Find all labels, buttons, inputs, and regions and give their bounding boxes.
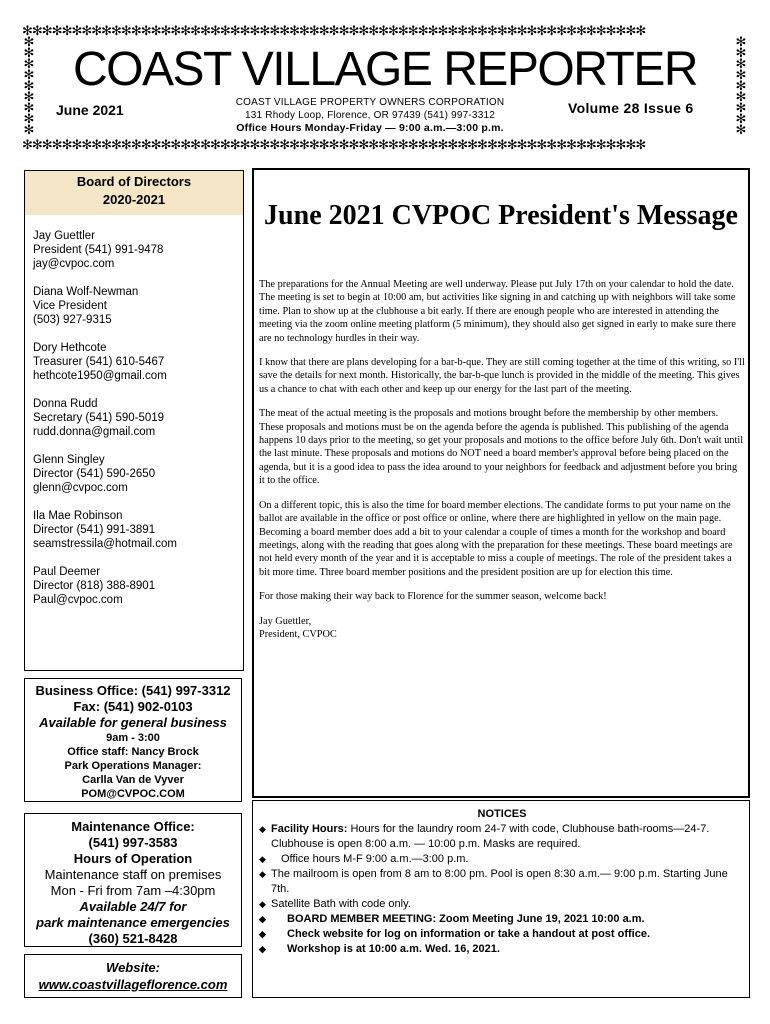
office-hours: Office Hours Monday-Friday — 9:00 a.m.—3:00 p.m. — [236, 122, 504, 134]
star-border-right: ✻✻✻✻✻✻✻✻✻ — [735, 36, 747, 137]
organization-name: COAST VILLAGE PROPERTY OWNERS CORPORATION — [235, 97, 505, 108]
business-hours: 9am - 3:00 — [106, 732, 160, 744]
email-link[interactable]: glenn@cvpoc.com — [33, 482, 128, 494]
maintenance-staff: Maintenance staff on premises — [44, 867, 222, 882]
message-paragraph: For those making their way back to Florence for the summer season, welcome back! — [259, 591, 607, 603]
notice-item: ◆ Office hours M-F 9:00 a.m.—3:00 p.m. — [259, 853, 469, 865]
diamond-bullet-icon: ◆ — [259, 929, 266, 939]
notice-item: ◆ Satellite Bath with code only. — [259, 898, 411, 910]
manager-email[interactable]: POM@CVPOC.COM — [81, 788, 185, 800]
email-link[interactable]: hethcote1950@gmail.com — [33, 370, 167, 382]
business-availability: Available for general business — [39, 715, 227, 730]
diamond-bullet-icon: ◆ — [259, 869, 266, 879]
message-paragraph: I know that there are plans developing for a bar-b-que. They are still coming together at the time of this writing, so I'll save the details for next month. Historically, the bar-b-que lunch is provided in the middle of the meeting. This gives us a chance to chat with each other and keep up our energy for the last part of the meeting. — [259, 357, 745, 395]
volume-issue: Volume 28 Issue 6 — [568, 100, 694, 116]
notices-title: NOTICES — [477, 808, 527, 820]
board-member: Diana Wolf-Newman Vice President (503) 927-9315 — [33, 286, 139, 326]
organization-address: 131 Rhody Loop, Florence, OR 97439 (541) 997-3312 — [245, 110, 495, 121]
message-paragraph: On a different topic, this is also the time for board member elections. The candidate forms to put your name on the ballot are available in the office or post office or online, where there are highlighted in yellow on the main page. Becoming a board member does add a bit to your calendar a couple of times a month for the workshop and board meetings, along with the reading that goes along with the preparation for these meetings. These board meetings are not held every month of the year and it is acceptable to miss a couple of meetings. The role of the president takes a bit more time. Three board member positions and the president position are up for election this time. — [259, 499, 733, 578]
website-link[interactable]: www.coastvillageflorence.com — [38, 977, 228, 992]
message-paragraph: The meat of the actual meeting is the proposals and motions brought before the membership by other members. These proposals and motions must be on the agenda before the agenda is published. This publishing of the agenda happens 10 days prior to the meeting, so get your proposals and motions to the office before July 6th. Don't wait until the last minute. These proposals and motions do NOT need a board member's approval before being placed on the agenda, but it is a good idea to pass the idea around to your neighbors for feedback and adjustment before you bring it to the office. — [259, 408, 744, 487]
organization-info — [205, 96, 535, 135]
notice-item: ◆ Check website for log on information or take a handout at post office. — [259, 928, 651, 940]
notice-item: ◆ BOARD MEMBER MEETING: Zoom Meeting June 19, 2021 10:00 a.m. — [259, 913, 645, 925]
diamond-bullet-icon: ◆ — [259, 914, 266, 924]
notice-item: ◆ Workshop is at 10:00 a.m. Wed. 16, 2021. — [259, 943, 500, 955]
diamond-bullet-icon: ◆ — [259, 944, 266, 954]
star-border-bottom: ✻✻✻✻✻✻✻✻✻✻✻✻✻✻✻✻✻✻✻✻✻✻✻✻✻✻✻✻✻✻✻✻✻✻✻✻✻✻✻✻✻✻✻✻✻✻✻✻✻✻✻✻✻✻✻✻✻✻✻✻✻✻✻ — [22, 138, 646, 152]
star-border-top: ✻✻✻✻✻✻✻✻✻✻✻✻✻✻✻✻✻✻✻✻✻✻✻✻✻✻✻✻✻✻✻✻✻✻✻✻✻✻✻✻✻✻✻✻✻✻✻✻✻✻✻✻✻✻✻✻✻✻✻✻✻✻✻ — [22, 24, 646, 38]
notice-item: ◆ Facility Hours: Hours for the laundry room 24-7 with code, Clubhouse bath-rooms—24-7. Clubhouse is open 8:00 a.m. — 10:00 p.m. Masks are required. — [259, 823, 710, 850]
business-office-box — [24, 678, 242, 802]
email-link[interactable]: Paul@cvpoc.com — [33, 594, 123, 606]
hours-title: Hours of Operation — [73, 851, 193, 866]
notices-box — [252, 800, 750, 998]
board-member: Ila Mae Robinson Director (541) 991-3891 seamstressila@hotmail.com — [25, 509, 243, 551]
message-body — [259, 278, 745, 641]
available-247: Available 24/7 for — [79, 899, 187, 914]
board-member: Glenn Singley Director (541) 590-2650 glenn@cvpoc.com — [25, 453, 243, 495]
email-link[interactable]: rudd.donna@gmail.com — [33, 426, 156, 438]
business-fax: Fax: (541) 902-0103 — [73, 699, 193, 714]
maintenance-title: Maintenance Office: — [71, 819, 195, 834]
email-link[interactable]: seamstressila@hotmail.com — [33, 538, 177, 550]
manager-name: Carlla Van de Vyver — [82, 774, 184, 786]
signature-title: President, CVPOC — [259, 628, 337, 640]
diamond-bullet-icon: ◆ — [259, 824, 266, 834]
presidents-message — [252, 168, 750, 798]
manager-title: Park Operations Manager: — [64, 760, 202, 772]
board-heading: Board of Directors 2020-2021 — [25, 171, 243, 215]
notice-item: ◆ The mailroom is open from 8 am to 8:00 pm. Pool is open 8:30 a.m.— 9:00 p.m. Starting June 7th. — [259, 868, 728, 895]
website-label: Website: — [106, 960, 160, 975]
board-member: Dory Hethcote Treasurer (541) 610-5467 hethcote1950@gmail.com — [25, 341, 243, 383]
email-link[interactable]: jay@cvpoc.com — [33, 258, 115, 270]
emergency-phone: (360) 521-8428 — [88, 931, 178, 946]
issue-date: June 2021 — [56, 102, 124, 118]
signature-name: Jay Guettler, — [259, 615, 312, 627]
maintenance-office-box — [24, 813, 242, 947]
maintenance-phone: (541) 997-3583 — [88, 835, 178, 850]
maintenance-schedule: Mon - Fri from 7am –4:30pm — [50, 883, 216, 898]
board-of-directors-box — [24, 170, 244, 671]
message-title: June 2021 CVPOC President's Message — [264, 200, 738, 231]
message-paragraph: The preparations for the Annual Meeting are well underway. Please put July 17th on your calendar to hold the date. The meeting is set to begin at 10:00 am, but activities like signing in and catching up with neighbors will take some time. Plan to show up at the clubhouse a bit early. If there are enough people who are interested in attending the meeting via the zoom online meeting platform (5 minimum), they should also get signed in early to make sure there are no technology hurdles in their way. — [259, 279, 736, 344]
star-border-left: ✻✻✻✻✻✻✻✻✻ — [23, 36, 35, 137]
diamond-bullet-icon: ◆ — [259, 854, 266, 864]
diamond-bullet-icon: ◆ — [259, 899, 266, 909]
board-member: Jay Guettler President (541) 991-9478 jay@cvpoc.com — [25, 229, 243, 271]
board-member: Paul Deemer Director (818) 388-8901 Paul@cvpoc.com — [25, 565, 243, 607]
newsletter-title: COAST VILLAGE REPORTER — [72, 43, 698, 96]
board-member: Donna Rudd Secretary (541) 590-5019 rudd.donna@gmail.com — [25, 397, 243, 439]
website-box — [24, 954, 242, 998]
office-staff: Office staff: Nancy Brock — [67, 746, 199, 758]
emergencies-label: park maintenance emergencies — [36, 915, 230, 930]
business-phone: Business Office: (541) 997-3312 — [35, 683, 231, 698]
